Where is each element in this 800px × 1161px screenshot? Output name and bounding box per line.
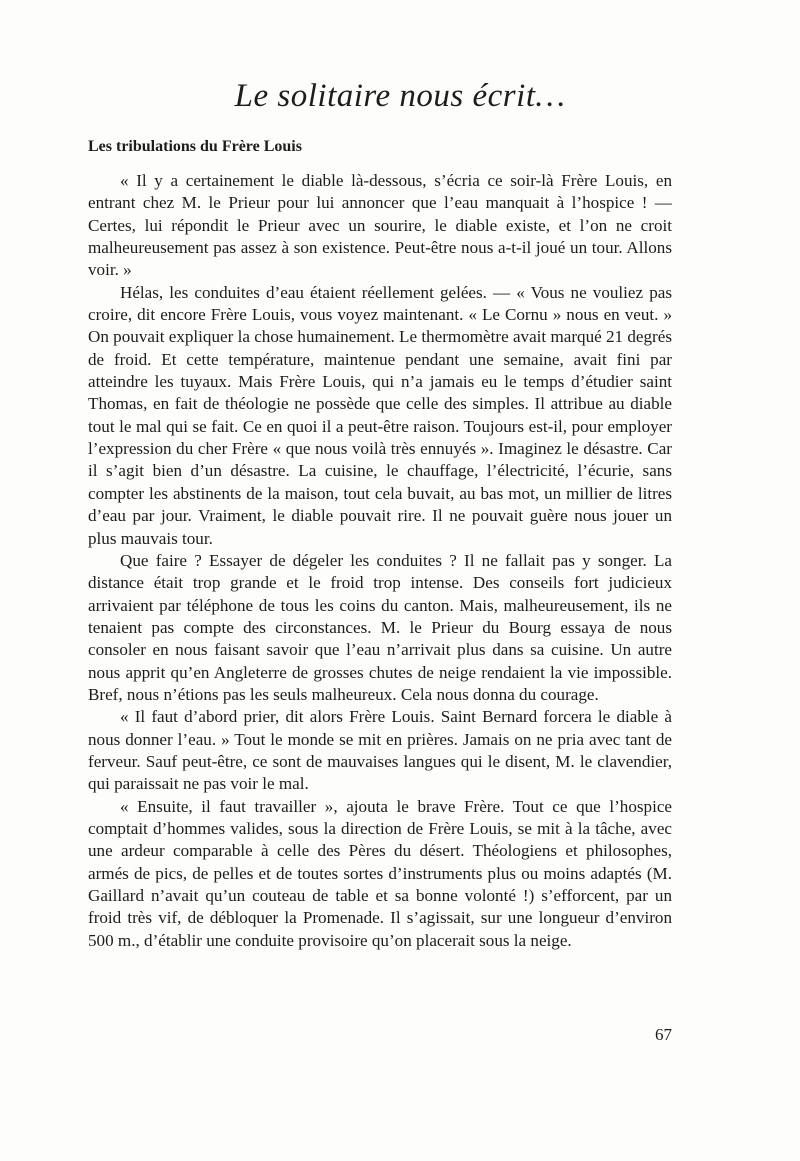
section-heading: Les tribulations du Frère Louis: [88, 138, 302, 155]
paragraph: Hélas, les conduites d’eau étaient réellement gelées. — « Vous ne vouliez pas croire, dit encore Frère Louis, vous voyez maintenant. « Le Cornu » nous en veut. » On pouvait expliquer la chose humainement. Le thermomètre avait marqué 21 degrés de froid. Et cette température, maintenue pendant une semaine, avait fini par atteindre les tuyaux. Mais Frère Louis, qui n’a jamais eu le temps d’étudier saint Thomas, en fait de théologie ne possède que celle des simples. Il attribue au diable tout le mal qui se fait. Ce en quoi il a peut-être raison. Toujours est-il, pour employer l’expression du cher Frère « que nous voilà très ennuyés ». Imaginez le désastre. Car il s’agit bien d’un désastre. La cuisine, le chauffage, l’électricité, l’écurie, sans compter les abstinents de la maison, tout cela buvait, au bas mot, un millier de litres d’eau par jour. Vraiment, le diable pouvait rire. Il ne pouvait guère nous jouer un plus mauvais tour.: [88, 282, 672, 548]
paragraph: Que faire ? Essayer de dégeler les conduites ? Il ne fallait pas y songer. La distance était trop grande et le froid trop intense. Des conseils fort judicieux arrivaient par téléphone de tous les coins du canton. Mais, malheureusement, ils ne tenaient pas compte des circonstances. M. le Prieur du Bourg essaya de nous consoler en nous faisant savoir que l’eau n’arrivait plus dans sa cuisine. Un autre nous apprit qu’en Angleterre de grosses chutes de neige rendaient la vie impossible. Bref, nous n’étions pas les seuls malheureux. Cela nous donna du courage.: [88, 550, 672, 704]
page-number: 67: [655, 1025, 672, 1044]
paragraph: « Il faut d’abord prier, dit alors Frère Louis. Saint Bernard forcera le diable à nous donner l’eau. » Tout le monde se mit en prières. Jamais on ne pria avec tant de ferveur. Sauf peut-être, ce sont de mauvaises langues qui le disent, M. le clavendier, qui paraissait ne pas voir le mal.: [88, 707, 672, 794]
page-title: Le solitaire nous écrit…: [234, 78, 566, 114]
paragraph: « Ensuite, il faut travailler », ajouta le brave Frère. Tout ce que l’hospice comptait d’hommes valides, sous la direction de Frère Louis, se mit à la tâche, avec une ardeur comparable à celle des Pères du désert. Théologiens et philosophes, armés de pics, de pelles et de toutes sortes d’instruments plus ou moins adaptés (M. Gaillard n’avait qu’un couteau de table et sa bonne volonté !) s’efforcent, par un froid très vif, de débloquer la Promenade. Il s’agissait, sur une longueur d’environ 500 m., d’établir une conduite provisoire qu’on placerait sous la neige.: [88, 796, 672, 950]
paragraph: « Il y a certainement le diable là-dessous, s’écria ce soir-là Frère Louis, en entrant chez M. le Prieur pour lui annoncer que l’eau manquait à l’hospice ! — Certes, lui répondit le Prieur avec un sourire, le diable existe, et l’on ne croit malheureusement pas assez à son existence. Peut-être nous a-t-il joué un tour. Allons voir. »: [88, 171, 672, 280]
article-body: [88, 170, 672, 952]
